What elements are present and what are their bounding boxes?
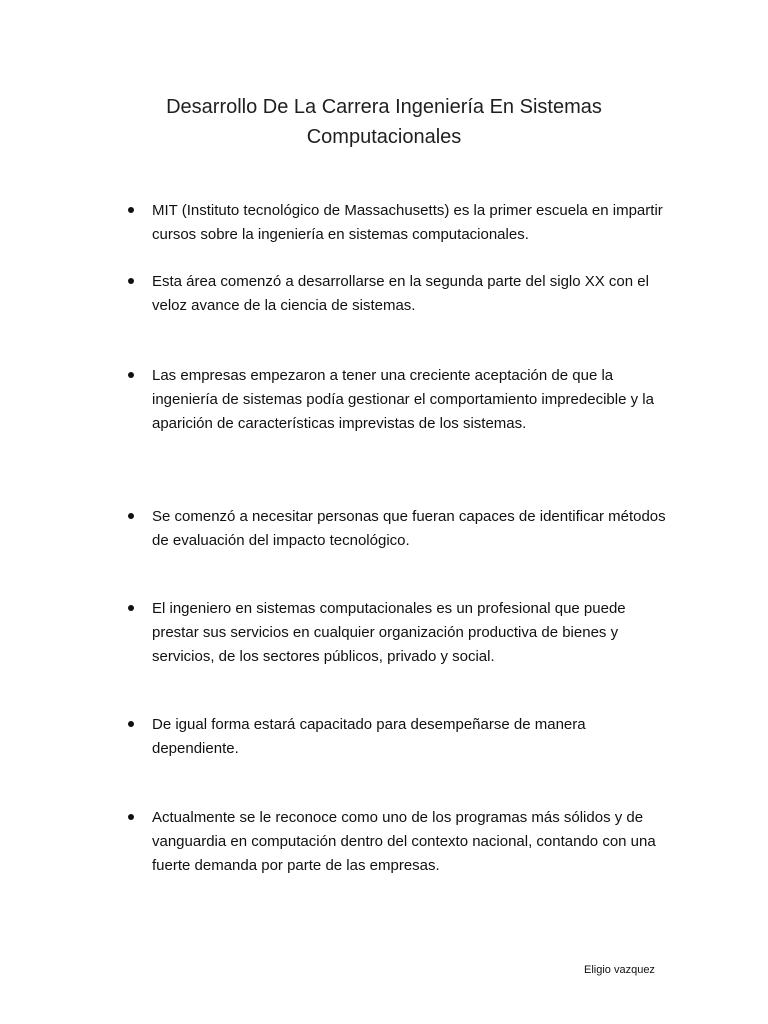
bullet-item-empresas — [128, 364, 668, 436]
bullet-dot-icon — [128, 605, 134, 611]
bullet-text: Esta área comenzó a desarrollarse en la segunda parte del siglo XX con el veloz avance de la ciencia de sistemas. — [152, 273, 649, 314]
title-line-1: Desarrollo De La Carrera Ingeniería En Sistemas — [166, 96, 602, 118]
bullet-item-igual-forma — [128, 713, 668, 761]
bullet-text: MIT (Instituto tecnológico de Massachusetts) es la primer escuela en impartir cursos sobre la ingeniería en sistemas computacionales. — [152, 202, 663, 243]
bullet-text: Actualmente se le reconoce como uno de los programas más sólidos y de vanguardia en computación dentro del contexto nacional, contando con una fuerte demanda por parte de las empresas. — [152, 809, 656, 874]
bullet-item-actualmente — [128, 806, 668, 878]
bullet-dot-icon — [128, 721, 134, 727]
bullet-dot-icon — [128, 372, 134, 378]
bullet-text: Se comenzó a necesitar personas que fueran capaces de identificar métodos de evaluación del impacto tecnológico. — [152, 508, 666, 549]
bullet-dot-icon — [128, 278, 134, 284]
bullet-dot-icon — [128, 513, 134, 519]
bullet-text: El ingeniero en sistemas computacionales es un profesional que puede prestar sus servicios en cualquier organización productiva de bienes y servicios, de los sectores públicos, privado y social. — [152, 600, 626, 665]
bullet-dot-icon — [128, 207, 134, 213]
bullet-item-personas — [128, 505, 668, 553]
bullet-item-area — [128, 270, 668, 318]
bullet-item-mit — [128, 199, 668, 247]
title-line-2: Computacionales — [306, 126, 462, 148]
bullet-dot-icon — [128, 814, 134, 820]
author-signature: Eligio vazquez — [584, 964, 655, 976]
bullet-item-ingeniero — [128, 597, 668, 669]
document-title — [100, 92, 668, 152]
bullet-text: Las empresas empezaron a tener una creciente aceptación de que la ingeniería de sistemas podía gestionar el comportamiento impredecible y la aparición de características imprevistas de los sistemas. — [152, 367, 654, 432]
bullet-text: De igual forma estará capacitado para desempeñarse de manera dependiente. — [152, 716, 586, 757]
